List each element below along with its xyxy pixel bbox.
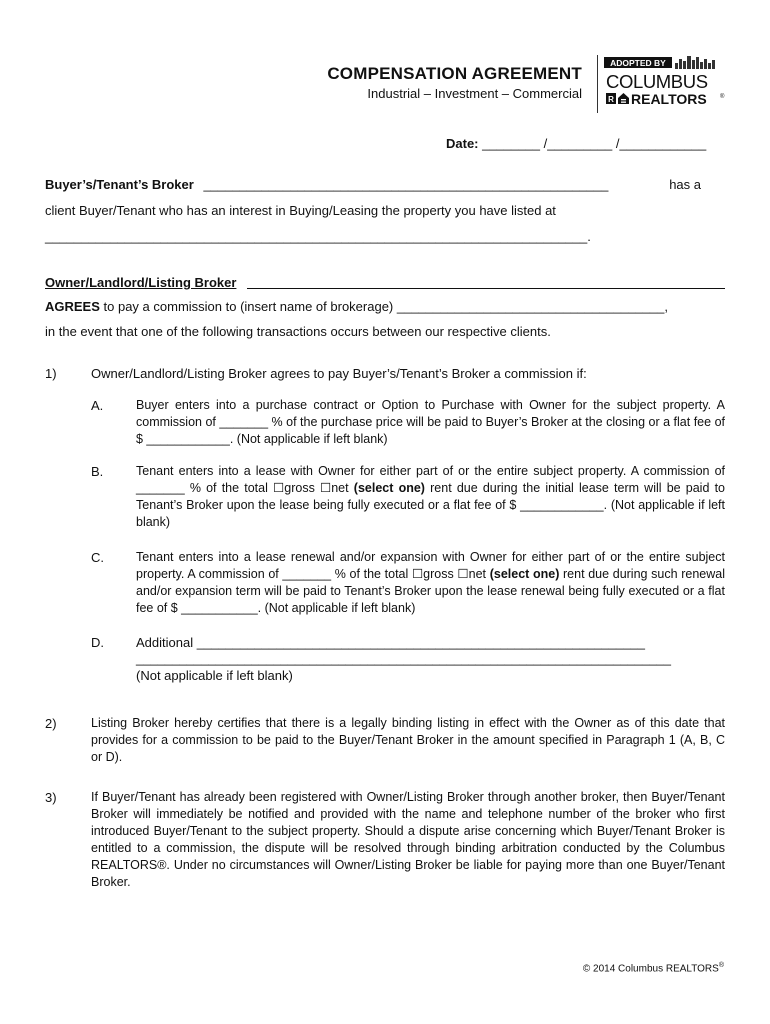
item-1c-letter: C. bbox=[91, 550, 104, 565]
logo-mid-text: COLUMBUS bbox=[606, 71, 708, 92]
net-checkbox[interactable]: ☐ bbox=[457, 567, 469, 581]
buyer-broker-suffix: has a bbox=[669, 177, 701, 192]
gross-checkbox[interactable]: ☐ bbox=[411, 567, 424, 581]
item-3-number: 3) bbox=[45, 790, 57, 805]
copyright-footer: © 2014 Columbus REALTORS® bbox=[582, 962, 724, 975]
net-checkbox[interactable]: ☐ bbox=[320, 481, 332, 495]
svg-text:®: ® bbox=[720, 94, 725, 100]
item-1b-text: Tenant enters into a lease with Owner for either part of or the entire subject property. A commission of _______ % of the total ☐gross ☐net (select one) rent due during the initial lease term will be paid to Tenant’s Broker upon the lease being fully executed or a flat fee of $ ____________. (Not applicable if left blank) bbox=[136, 464, 725, 529]
date-field[interactable]: ________ /_________ /____________ bbox=[482, 136, 707, 151]
agrees-text: to pay a commission to (insert name of brokerage) _____________________________________, bbox=[99, 299, 668, 314]
additional-field-line2[interactable]: __________________________________________________________________________ bbox=[136, 651, 672, 666]
date-label: Date: bbox=[446, 136, 479, 151]
item-2-text: Listing Broker hereby certifies that there is a legally binding listing in effect with the Owner as of this date that provides for a commission to be paid to the Buyer/Tenant Broker in the amount specified in Paragraph 1 (A, B, C or D). bbox=[91, 716, 725, 764]
skyline-icon bbox=[675, 56, 715, 69]
logo-top-text: ADOPTED BY bbox=[610, 58, 666, 68]
item-1-text: Owner/Landlord/Listing Broker agrees to pay Buyer’s/Tenant’s Broker a commission if: bbox=[91, 366, 587, 381]
buyer-broker-label: Buyer’s/Tenant’s Broker bbox=[45, 177, 194, 192]
item-2-number: 2) bbox=[45, 716, 57, 731]
item-1d-letter: D. bbox=[91, 635, 104, 650]
agrees-label: AGREES bbox=[45, 299, 100, 314]
item-1-number: 1) bbox=[45, 366, 57, 381]
document-title: COMPENSATION AGREEMENT bbox=[327, 64, 582, 83]
gross-checkbox[interactable]: ☐ bbox=[273, 481, 285, 495]
columbus-realtors-logo bbox=[604, 54, 726, 110]
additional-note: (Not applicable if left blank) bbox=[136, 668, 293, 683]
date-row bbox=[446, 135, 706, 152]
item-1b-letter: B. bbox=[91, 464, 104, 479]
item-1c-text: Tenant enters into a lease renewal and/or expansion with Owner for either part of or the entire subject property. A commission of _______ % of the total ☐gross ☐net (select one) rent due during such renewal and/or expansion term will be paid to Tenant’s Broker upon the lease renewal being fully executed or a flat fee of $ ___________. (Not applicable if left blank) bbox=[136, 550, 725, 615]
buyer-broker-line2: client Buyer/Tenant who has an interest in Buying/Leasing the property you have listed at bbox=[45, 203, 556, 218]
item-1a-letter: A. bbox=[91, 398, 104, 413]
realtor-r-icon bbox=[606, 93, 616, 104]
additional-field[interactable]: Additional ______________________________________________________________ bbox=[136, 635, 645, 650]
agrees-row bbox=[45, 298, 668, 315]
property-address-field[interactable]: ___________________________________________________________________________. bbox=[45, 229, 591, 244]
document-subtitle: Industrial – Investment – Commercial bbox=[367, 86, 582, 101]
owner-broker-label: Owner/Landlord/Listing Broker bbox=[45, 275, 237, 290]
logo-bottom-text: REALTORS bbox=[631, 91, 707, 107]
event-text: in the event that one of the following transactions occurs between our respective clients. bbox=[45, 324, 551, 339]
buyer-broker-row bbox=[45, 176, 725, 193]
header-divider bbox=[597, 55, 598, 113]
item-1a-text: Buyer enters into a purchase contract or Option to Purchase with Owner for the subject property. A commission of _______ % of the purchase price will be paid to Buyer’s Broker at the closing or a flat fee of $ ____________. (Not applicable if left blank) bbox=[136, 398, 725, 446]
owner-broker-field[interactable] bbox=[247, 288, 725, 289]
equal-housing-icon bbox=[618, 93, 629, 104]
buyer-broker-field[interactable]: ________________________________________________________ bbox=[203, 177, 609, 192]
item-3-text: If Buyer/Tenant has already been registered with Owner/Listing Broker through another broker, then Buyer/Tenant Broker will immediately be notified and provided with the name and telephone number of the broker who first introduced Buyer/Tenant to the subject property. Should a dispute arise concerning which Buyer/Tenant Broker is entitled to a commission, the dispute will be resolved through binding arbitration conducted by the Columbus REALTORS®. Under no circumstances will Owner/Listing Broker be liable for paying more than one Buyer/Tenant Broker. bbox=[91, 790, 725, 889]
svg-text:R: R bbox=[608, 95, 614, 104]
